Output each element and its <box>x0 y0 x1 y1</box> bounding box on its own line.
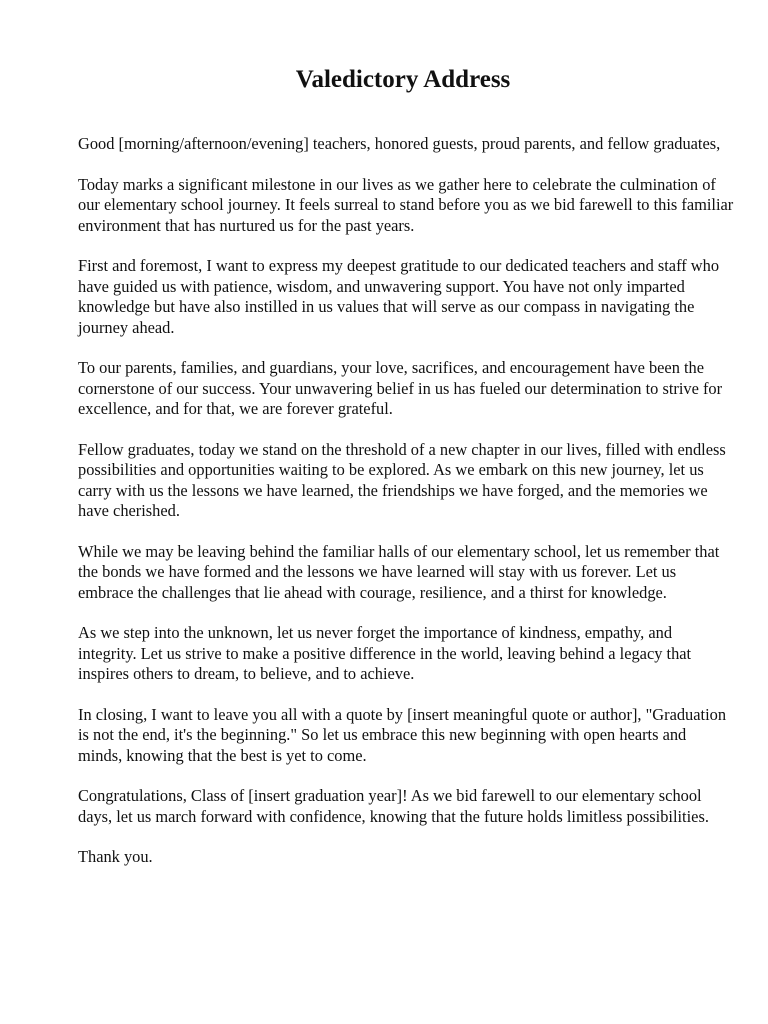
paragraph-unknown: As we step into the unknown, let us never forget the importance of kindness, empathy, and integrity. Let us strive to make a positive difference in the world, leaving behind a legacy that inspires others to dream, to believe, and to achieve. <box>78 623 692 683</box>
paragraph-congratulations: Congratulations, Class of [insert graduation year]! As we bid farewell to our elementary school days, let us march forward with confidence, knowing that the future holds limitless possibilities. <box>78 786 709 826</box>
paragraph-halls: While we may be leaving behind the familiar halls of our elementary school, let us remember that the bonds we have formed and the lessons we have learned will stay with us forever. Let us embrace the challenges that lie ahead with courage, resilience, and a thirst for knowledge. <box>78 541 720 602</box>
paragraph-graduates: Fellow graduates, today we stand on the threshold of a new chapter in our lives, filled with endless possibilities and opportunities waiting to be explored. As we embark on this new journey, let us carry with us the lessons we have learned, the friendships we have forged, and the memories we have cherished. <box>78 439 726 520</box>
paragraph-greeting: Good [morning/afternoon/evening] teachers, honored guests, proud parents, and fellow graduates, <box>78 134 721 153</box>
paragraph-closing: In closing, I want to leave you all with a quote by [insert meaningful quote or author], "Graduation is not the end, it's the beginning." So let us embrace this new beginning with open hearts and minds, knowing that the best is yet to come. <box>78 704 727 765</box>
paragraph-thank-you: Thank you. <box>78 847 153 866</box>
document-title: Valedictory Address <box>295 66 511 93</box>
paragraph-teachers: First and foremost, I want to express my deepest gratitude to our dedicated teachers and staff who have guided us with patience, wisdom, and unwavering support. You have not only imparted knowledge but have also instilled in us values that will serve as our compass in navigating the journey ahead. <box>78 256 720 337</box>
paragraph-milestone: Today marks a significant milestone in our lives as we gather here to celebrate the culmination of our elementary school journey. It feels surreal to stand before you as we bid farewell to this familiar environment that has nurtured us for the past years. <box>78 174 734 235</box>
document-body <box>78 134 734 888</box>
paragraph-parents: To our parents, families, and guardians, your love, sacrifices, and encouragement have been the cornerstone of our success. Your unwavering belief in us has fueled our determination to strive for excellence, and for that, we are forever grateful. <box>78 358 723 418</box>
